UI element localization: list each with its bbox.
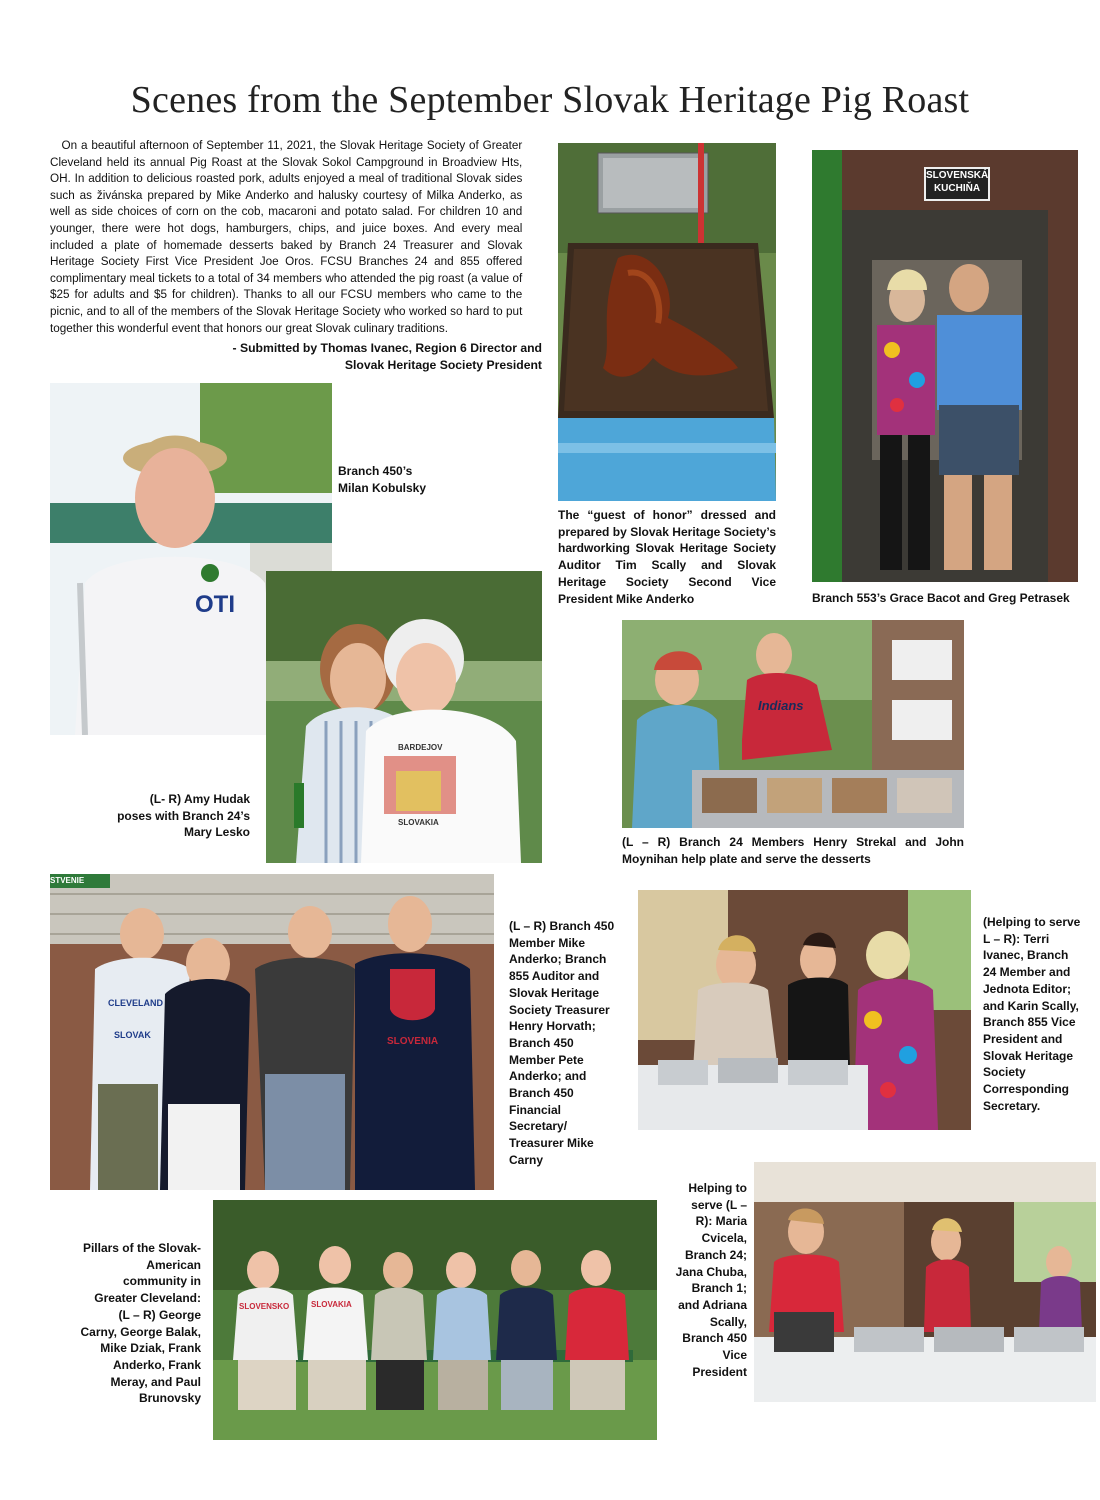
shirt-text: SLOVENIA <box>387 1036 439 1047</box>
caption-kitchen-door: Branch 553’s Grace Bacot and Greg Petrasek <box>812 591 1070 605</box>
photo-branch450-group <box>50 874 494 1190</box>
photo-pillars <box>213 1200 657 1440</box>
article-paragraph: On a beautiful afternoon of September 11, 2021, the Slovak Heritage Society of Greater Cleveland held its annual Pig Roast at the Slovak Sokol Campground in Broadview Hts, OH. In addition to delicious roasted pork, adults enjoyed a meal of traditional Slovak sides such as živánska prepared by Mike Anderko and halusky courtesy of Milka Anderko, as well as side choices of corn on the cob, macaroni and potato salad. For children 10 and younger, there were hot dogs, hamburgers, chips, and juice boxes. And every meal included a plate of homemade desserts baked by Branch 24 Treasurer and Slovak Heritage Society First Vice President Joe Oros. FCSU Branches 24 and 855 offered complimentary meal tickets to a total of 34 members who attended the pig roast (a value of $25 for adults and $5 for children). Thanks to all our FCSU members who came to the picnic, and to all of the members of the Slovak Heritage Society who worked so hard to put together this wonderful event that honors our great Slovak culinary traditions. <box>50 138 523 335</box>
page-title: Scenes from the September Slovak Heritage Pig Roast <box>130 79 970 121</box>
photo-serving-maria-jana-adriana <box>754 1162 1096 1402</box>
photo-kitchen-door <box>812 150 1078 582</box>
article-credit <box>200 340 542 373</box>
caption-line: (L- R) Amy Hudak <box>149 792 250 806</box>
kitchen-sign <box>924 167 990 201</box>
shirt-logo-text: OTI <box>195 591 235 618</box>
photo-desserts <box>622 620 964 828</box>
shirt-text: SLOVAKIA <box>398 818 439 827</box>
shirt-text: SLOVAKIA <box>311 1300 352 1309</box>
photo-serving-terri-karin <box>638 890 971 1130</box>
photo-roast-pig <box>558 143 776 501</box>
banner-text: STVENIE <box>50 876 85 885</box>
caption-pillars: Pillars of the Slovak-American community in Greater Cleveland: (L – R) George Carny, George Balak, Mike Dziak, Frank Anderko, Frank Meray, and Paul Brunovsky <box>80 1241 201 1406</box>
caption-milan <box>338 463 468 496</box>
caption-line: Milan Kobulsky <box>338 480 427 495</box>
caption-desserts: (L – R) Branch 24 Members Henry Strekal and John Moynihan help plate and serve the desserts <box>622 835 964 866</box>
caption-serving-terri-karin: (Helping to serve L – R): Terri Ivanec, Branch 24 Member and Jednota Editor; and Karin Scally, Branch 855 Vice President and Slovak Heritage Society Corresponding Secretary. <box>983 915 1081 1113</box>
caption-roast-pig: The “guest of honor” dressed and prepared by Slovak Heritage Society’s hardworking Slovak Heritage Society Auditor Tim Scally and Slovak Heritage Society Second Vice President Mike Anderko <box>558 508 776 606</box>
credit-line: Slovak Heritage Society President <box>344 357 542 372</box>
kitchen-sign-line: KUCHIŇA <box>933 183 981 194</box>
caption-line: Mary Lesko <box>183 825 250 840</box>
shirt-text: CLEVELAND <box>108 998 164 1008</box>
article-body <box>50 137 522 336</box>
jersey-text: Indians <box>758 698 804 713</box>
caption-line: Branch 450’s <box>338 464 413 478</box>
shirt-text: BARDEJOV <box>398 743 443 752</box>
caption-branch450-group: (L – R) Branch 450 Member Mike Anderko; Branch 855 Auditor and Slovak Heritage Society Treasurer Henry Horvath; Branch 450 Member Pete Anderko; and Branch 450 Financial Secretary/ Treasurer Mike Carny <box>509 919 615 1167</box>
credit-line: - Submitted by Thomas Ivanec, Region 6 Director and <box>232 341 542 355</box>
caption-line: poses with Branch 24’s <box>117 808 250 823</box>
photo-amy-mary <box>266 571 542 863</box>
caption-serving-maria-jana-adriana: Helping to serve (L – R): Maria Cvicela, Branch 24; Jana Chuba, Branch 1; and Adriana Scally, Branch 450 Vice President <box>675 1181 747 1379</box>
kitchen-sign-line: SLOVENSKÁ <box>926 170 989 181</box>
shirt-text: SLOVENSKO <box>239 1302 290 1311</box>
caption-amy-mary <box>96 791 250 841</box>
shirt-text: SLOVAK <box>114 1030 151 1040</box>
